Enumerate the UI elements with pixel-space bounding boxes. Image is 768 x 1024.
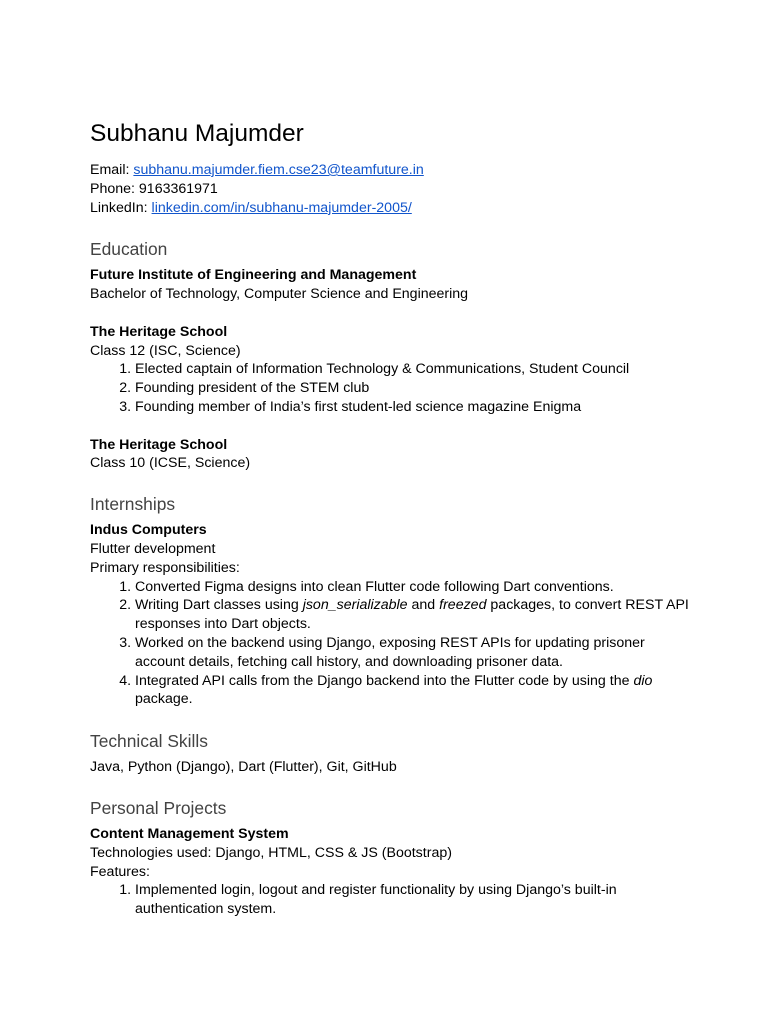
education-detail-3: Class 10 (ICSE, Science) — [90, 455, 251, 472]
email-label: Email: — [90, 162, 130, 178]
package-name: freezed — [439, 597, 487, 614]
list-item: 3. Founding member of India’s first student-led science magazine Enigma — [135, 398, 690, 417]
project-features-label: Features: — [90, 863, 150, 880]
education-school-3: The Heritage School — [90, 436, 228, 453]
resume-document — [90, 118, 690, 919]
package-name: dio — [633, 672, 653, 689]
linkedin-line — [90, 199, 690, 218]
list-item — [135, 596, 690, 634]
education-detail-2: Class 12 (ISC, Science) — [90, 342, 241, 359]
list-item: 1. Converted Figma designs into clean Flutter code following Dart conventions. — [135, 578, 690, 597]
email-link[interactable]: subhanu.majumder.fiem.cse23@teamfuture.in — [133, 162, 424, 178]
project-name: Content Management System — [90, 825, 289, 842]
list-item: 1. Elected captain of Information Technology & Communications, Student Council — [135, 360, 690, 379]
text-span: package. — [135, 691, 193, 708]
education-detail-1: Bachelor of Technology, Computer Science and Engineering — [90, 286, 469, 303]
linkedin-link[interactable]: linkedin.com/in/subhanu-majumder-2005/ — [151, 199, 412, 216]
education-heading: Education — [90, 239, 168, 260]
project-technologies: Technologies used: Django, HTML, CSS & JS (Bootstrap) — [90, 844, 452, 861]
internship-company: Indus Computers — [90, 522, 207, 539]
internship-role: Flutter development — [90, 540, 216, 557]
internship-responsibilities-list — [90, 578, 690, 710]
candidate-name: Subhanu Majumder — [90, 120, 304, 147]
internship-responsibilities-label: Primary responsibilities: — [90, 559, 240, 576]
education-school-1: Future Institute of Engineering and Management — [90, 267, 417, 284]
skills-text: Java, Python (Django), Dart (Flutter), Git, GitHub — [90, 759, 397, 776]
list-item: 2. Founding president of the STEM club — [135, 379, 690, 398]
projects-heading: Personal Projects — [90, 797, 227, 818]
list-item — [135, 672, 690, 710]
text-span: and — [407, 597, 440, 614]
list-item: 1. Implemented login, logout and register functionality by using Django’s built-in authentication system. — [135, 881, 690, 919]
project-features-list — [90, 881, 690, 919]
package-name: json_serializable — [302, 597, 408, 614]
internships-heading: Internships — [90, 494, 176, 515]
skills-heading: Technical Skills — [90, 731, 208, 752]
education-achievements-list — [90, 360, 690, 416]
education-school-2: The Heritage School — [90, 323, 228, 340]
text-span: Writing Dart classes using — [135, 597, 303, 614]
phone-label: Phone: — [90, 180, 135, 197]
email-line — [90, 161, 690, 180]
text-span: packages, to convert REST API responses into Dart objects. — [135, 597, 689, 633]
list-item: 3. Worked on the backend using Django, exposing REST APIs for updating prisoner account details, fetching call history, and downloading prisoner data. — [135, 634, 690, 672]
phone-number: 9163361971 — [138, 180, 218, 197]
phone-line — [90, 180, 690, 199]
linkedin-label: LinkedIn: — [90, 199, 148, 216]
text-span: Integrated API calls from the Django backend into the Flutter code by using the — [135, 672, 634, 689]
